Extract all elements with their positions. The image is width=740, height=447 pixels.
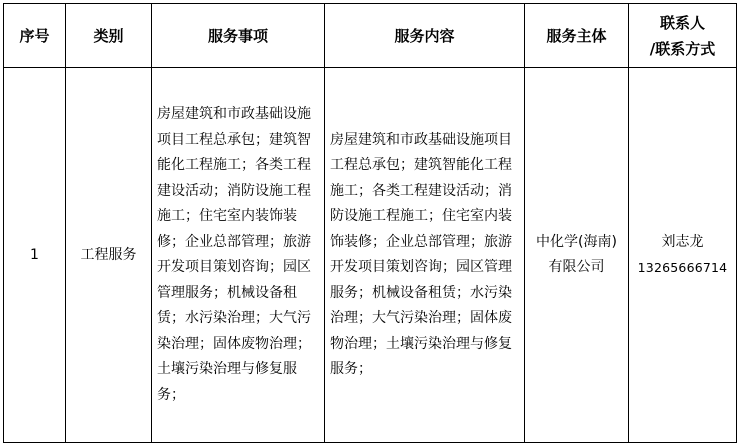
header-contact-line1: 联系人 (659, 13, 705, 32)
subject-line1: 中化学(海南) (536, 234, 617, 250)
table-row (4, 68, 737, 443)
header-category: 类别 (66, 4, 152, 68)
header-service-subject: 服务主体 (525, 4, 629, 68)
header-service-items: 服务事项 (152, 4, 325, 68)
header-contact-line2: /联系方式 (649, 39, 716, 58)
header-seq: 序号 (4, 4, 66, 68)
service-table (3, 3, 737, 443)
cell-contact (629, 68, 737, 443)
cell-service-content (325, 68, 525, 443)
service-items-text: 房屋建筑和市政基础设施项目工程总承包；建筑智能化工程施工；各类工程建设活动；消防设施工程施工；住宅室内装饰装修；企业总部管理；旅游开发项目策划咨询；园区管理服务；机械设备租赁；水污染治理；大气污染治理；固体废物治理；土壤污染治理与修复服务； (157, 106, 311, 403)
header-service-content: 服务内容 (325, 4, 525, 68)
cell-service-items (152, 68, 325, 443)
service-content-text: 房屋建筑和市政基础设施项目工程总承包；建筑智能化工程施工；各类工程建设活动；消防设施工程施工；住宅室内装饰装修；企业总部管理；旅游开发项目策划咨询；园区管理服务；机械设备租赁；水污染治理；大气污染治理；固体废物治理；土壤污染治理与修复服务； (330, 131, 512, 377)
header-row (4, 4, 737, 68)
cell-seq: 1 (4, 68, 66, 443)
cell-category: 工程服务 (66, 68, 152, 443)
cell-service-subject (525, 68, 629, 443)
contact-name: 刘志龙 (661, 234, 704, 250)
header-contact (629, 4, 737, 68)
contact-phone: 13265666714 (637, 260, 728, 275)
subject-line2: 有限公司 (548, 259, 605, 275)
